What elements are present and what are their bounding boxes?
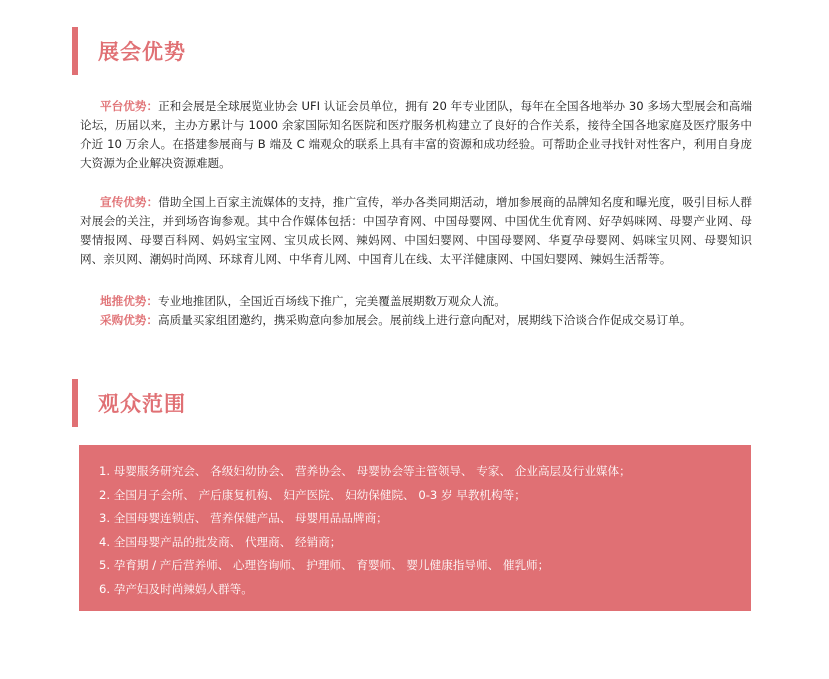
ground-advantage-text: 专业地推团队，全国近百场线下推广，完美覆盖展期数万观众人流。 [157,294,506,308]
section-title-advantages: 展会优势 [98,40,186,64]
purchase-advantage-line [80,311,752,330]
section-accent-bar [72,379,78,427]
ground-advantage-label: 地推优势： [100,294,158,308]
platform-advantage-paragraph [80,97,752,173]
purchase-advantage-text: 高质量买家组团邀约，携采购意向参加展会。展前线上进行意向配对，展期线下洽谈合作促成交易订单。 [157,313,692,327]
audience-list-item: 2. 全国月子会所、 产后康复机构、 妇产医院、 妇幼保健院、 0-3 岁 早教机构等； [99,487,526,502]
section-header-audience [72,379,186,427]
purchase-advantage-label: 采购优势： [100,313,158,327]
audience-list-item: 3. 全国母婴连锁店、 营养保健产品、 母婴用品品牌商； [99,511,388,526]
audience-list-item: 5. 孕育期 / 产后营养师、 心理咨询师、 护理师、 育婴师、 婴儿健康指导师、 催乳师； [99,558,550,573]
platform-advantage-label: 平台优势： [100,99,159,113]
ground-purchase-paragraph [80,292,752,330]
audience-list-item: 6. 孕产妇及时尚辣妈人群等。 [99,581,253,596]
ground-advantage-line [80,292,752,311]
section-accent-bar [72,27,78,75]
section-header-advantages [72,27,186,75]
promotion-advantage-text: 借助全国上百家主流媒体的支持，推广宣传，举办各类同期活动，增加参展商的品牌知名度和曝光度，吸引目标人群对展会的关注，并到场咨询参观。其中合作媒体包括：中国孕育网、中国母婴网、中国优生优育网、好孕妈咪网、母婴产业网、母婴情报网、母婴百科网、妈妈宝宝网、宝贝成长网、辣妈网、中国妇婴网、中国母婴网、华夏孕母婴网、妈咪宝贝网、母婴知识网、亲贝网、潮妈时尚网、环球育儿网、中华育儿网、中国育儿在线、太平洋健康网、中国妇婴网、辣妈生活帮等。 [80,195,752,266]
section-title-audience: 观众范围 [98,392,186,416]
audience-list-box [79,445,751,611]
audience-list-item: 4. 全国母婴产品的批发商、 代理商、 经销商； [99,534,342,549]
promotion-advantage-label: 宣传优势： [100,195,159,209]
promotion-advantage-paragraph [80,193,752,269]
audience-list-item: 1. 母婴服务研究会、 各级妇幼协会、 营养协会、 母婴协会等主管领导、 专家、 企业高层及行业媒体； [99,464,631,478]
platform-advantage-text: 正和会展是全球展览业协会 UFI 认证会员单位，拥有 20 年专业团队，每年在全国各地举办 30 多场大型展会和高端论坛，历届以来，主办方累计与 1000 余家国际知名医院和医疗服务机构建立了良好的合作关系，接待全国各地家庭及医疗服务中介近 10 万余人。在搭建参展商与 B 端及 C 端观众的联系上具有丰富的资源和成功经验。可帮助企业寻找针对性客户，利用自身庞大资源为企业解决资源难题。 [80,99,752,170]
